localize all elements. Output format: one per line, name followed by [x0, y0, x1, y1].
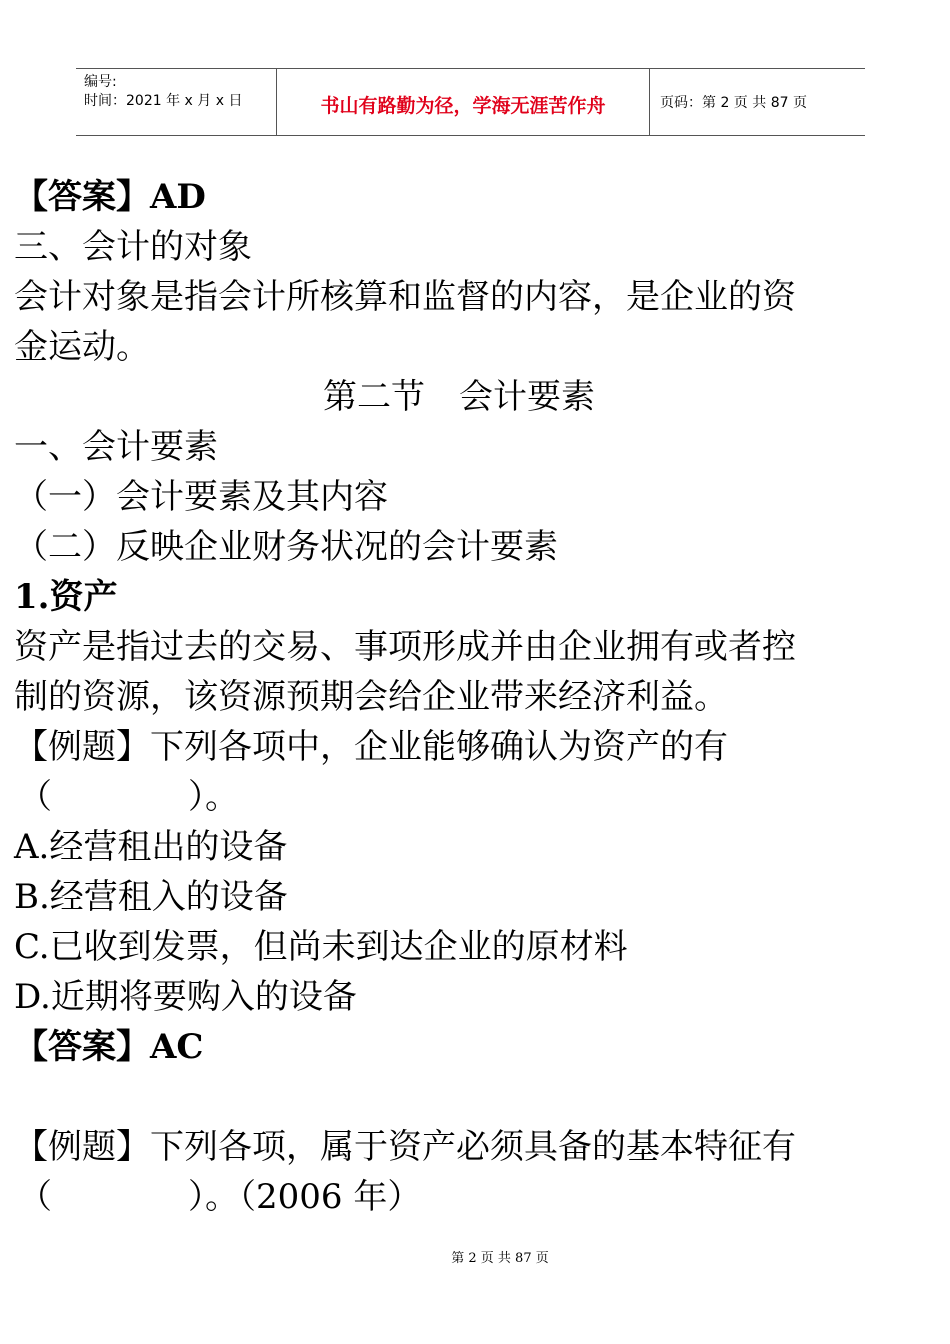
chapter-title: 第二节 会计要素 [323, 377, 595, 417]
paragraph-line: 资产是指过去的交易、事项形成并由企业拥有或者控 [14, 627, 796, 667]
spacer [14, 1072, 904, 1122]
item-heading-assets: 1.资产 [14, 577, 118, 617]
header-time-label: 时间：2021 年 x 月 x 日 [84, 93, 243, 109]
example-question: 【例题】下列各项，属于资产必须具备的基本特征有 [14, 1127, 796, 1167]
header-number-label: 编号: [84, 74, 117, 90]
subsection-heading: （一）会计要素及其内容 [14, 477, 388, 517]
option-a: A.经营租出的设备 [14, 827, 288, 867]
section-heading-accounting-object: 三、会计的对象 [14, 227, 252, 267]
example-question: 【例题】下列各项中，企业能够确认为资产的有 [14, 727, 728, 767]
answer-blank-with-year: （ ）。（2006 年） [18, 1177, 422, 1217]
answer-blank: （ ）。 [18, 777, 239, 817]
page-header [76, 68, 865, 136]
paragraph-line: 会计对象是指会计所核算和监督的内容，是企业的资 [14, 277, 796, 317]
option-d: D.近期将要购入的设备 [14, 977, 357, 1017]
section-heading-elements: 一、会计要素 [14, 427, 218, 467]
paragraph-line: 金运动。 [14, 327, 150, 367]
option-b: B.经营租入的设备 [14, 877, 288, 917]
subsection-heading: （二）反映企业财务状况的会计要素 [14, 527, 558, 567]
document-body [14, 172, 904, 1222]
header-page-info [650, 69, 865, 135]
header-motto-text: 书山有路勤为径，学海无涯苦作舟 [320, 94, 606, 117]
header-motto [277, 69, 650, 135]
option-c: C.已收到发票，但尚未到达企业的原材料 [14, 927, 628, 967]
answer-line-1: 【答案】AD [14, 177, 206, 217]
page-footer [0, 1247, 950, 1266]
header-meta [76, 69, 277, 135]
paragraph-line: 制的资源，该资源预期会给企业带来经济利益。 [14, 677, 728, 717]
answer-line-2: 【答案】AC [14, 1027, 204, 1067]
header-page-info-text: 页码：第 2 页 共 87 页 [660, 95, 807, 111]
footer-page-number: 第 2 页 共 87 页 [451, 1251, 549, 1266]
